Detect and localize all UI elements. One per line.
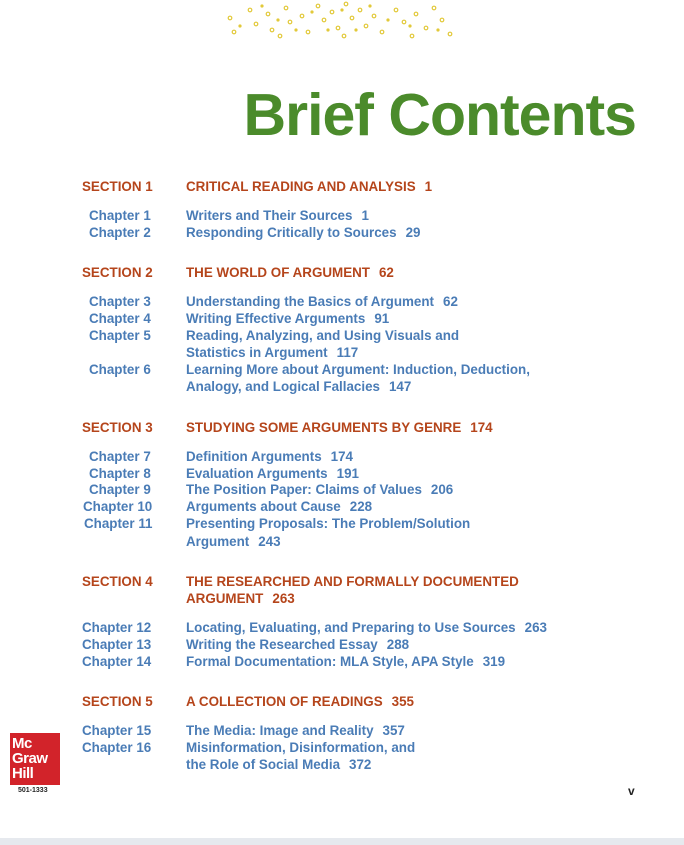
chapter-label: Chapter 3 (89, 294, 151, 309)
page-number: 29 (405, 225, 421, 240)
chapter-title[interactable]: Writing Effective Arguments 91 (186, 311, 390, 326)
chapter-title-continued[interactable]: Analogy, and Logical Fallacies 147 (186, 379, 412, 394)
page-number: 263 (524, 620, 547, 635)
chapter-label: Chapter 13 (82, 637, 152, 652)
chapter-title[interactable]: The Position Paper: Claims of Values 206 (186, 482, 454, 497)
page-number: 243 (258, 534, 281, 549)
chapter-title[interactable]: Reading, Analyzing, and Using Visuals and (186, 328, 460, 343)
chapter-title[interactable]: Evaluation Arguments 191 (186, 466, 359, 481)
chapter-title[interactable]: Understanding the Basics of Argument 62 (186, 294, 458, 309)
page-number: 372 (349, 757, 372, 772)
chapter-label: Chapter 11 (84, 516, 153, 531)
publisher-code: 501-1333 (18, 787, 48, 794)
section-title[interactable]: STUDYING SOME ARGUMENTS BY GENRE 174 (186, 420, 493, 435)
page-number: 228 (349, 499, 373, 514)
chapter-label: Chapter 16 (82, 740, 152, 755)
chapter-title-continued[interactable]: Argument 243 (186, 534, 281, 549)
chapter-title[interactable]: Formal Documentation: MLA Style, APA Style 319 (186, 654, 506, 669)
chapter-title[interactable]: Presenting Proposals: The Problem/Solution (186, 516, 471, 531)
page-number: 288 (386, 637, 410, 652)
chapter-title[interactable]: Writing the Researched Essay 288 (186, 637, 410, 652)
section-title[interactable]: A COLLECTION OF READINGS 355 (186, 694, 414, 709)
chapter-title[interactable]: Locating, Evaluating, and Preparing to Use Sources 263 (186, 620, 547, 635)
chapter-title[interactable]: Arguments about Cause 228 (186, 499, 373, 514)
chapter-label: Chapter 2 (89, 225, 151, 240)
chapter-label: Chapter 5 (89, 328, 151, 343)
chapter-title-continued[interactable]: the Role of Social Media 372 (186, 757, 372, 772)
section-label: SECTION 1 (82, 179, 153, 194)
page-number: 117 (336, 345, 359, 360)
chapter-title[interactable]: Definition Arguments 174 (186, 449, 353, 464)
chapter-title[interactable]: The Media: Image and Reality 357 (186, 723, 405, 738)
section-title[interactable]: THE RESEARCHED AND FORMALLY DOCUMENTED (186, 574, 519, 589)
chapter-title[interactable]: Learning More about Argument: Induction, Deduction, (186, 362, 530, 377)
section-label: SECTION 3 (82, 420, 153, 435)
section-title[interactable]: THE WORLD OF ARGUMENT 62 (186, 265, 394, 280)
chapter-label: Chapter 10 (83, 499, 153, 514)
chapter-label: Chapter 14 (82, 654, 152, 669)
page-number: 191 (336, 466, 359, 481)
page-number: 206 (430, 482, 454, 497)
chapter-label: Chapter 7 (89, 449, 151, 464)
page-number: 62 (378, 265, 394, 280)
page-number: 357 (382, 723, 405, 738)
page-number: 319 (482, 654, 506, 669)
page-number: 1 (361, 208, 369, 223)
chapter-title[interactable]: Writers and Their Sources 1 (186, 208, 369, 223)
chapter-label: Chapter 8 (89, 466, 151, 481)
section-title[interactable]: CRITICAL READING AND ANALYSIS 1 (186, 179, 433, 194)
chapter-label: Chapter 4 (89, 311, 151, 326)
chapter-title-continued[interactable]: Statistics in Argument 117 (186, 345, 359, 360)
page-number: 147 (388, 379, 412, 394)
chapter-title[interactable]: Responding Critically to Sources 29 (186, 225, 421, 240)
bottom-rule (0, 838, 684, 845)
chapter-label: Chapter 6 (89, 362, 151, 377)
page-title: Brief Contents (243, 82, 636, 148)
page-number: 1 (424, 179, 433, 194)
section-label: SECTION 2 (82, 265, 153, 280)
chapter-label: Chapter 1 (89, 208, 151, 223)
chapter-label: Chapter 15 (82, 723, 152, 738)
page-number: 263 (272, 591, 295, 606)
section-title-continued[interactable]: ARGUMENT 263 (186, 591, 295, 606)
section-label: SECTION 4 (82, 574, 153, 589)
page-number: 62 (443, 294, 458, 309)
chapter-label: Chapter 9 (89, 482, 151, 497)
page-number: 91 (374, 311, 390, 326)
chapter-title[interactable]: Misinformation, Disinformation, and (186, 740, 416, 755)
section-label: SECTION 5 (82, 694, 153, 709)
mcgraw-hill-logo: Mc Graw Hill (10, 733, 60, 785)
chapter-label: Chapter 12 (82, 620, 152, 635)
page-folio: v (628, 784, 635, 798)
page-number: 174 (330, 449, 353, 464)
page-number: 355 (391, 694, 414, 709)
page-number: 174 (470, 420, 493, 435)
